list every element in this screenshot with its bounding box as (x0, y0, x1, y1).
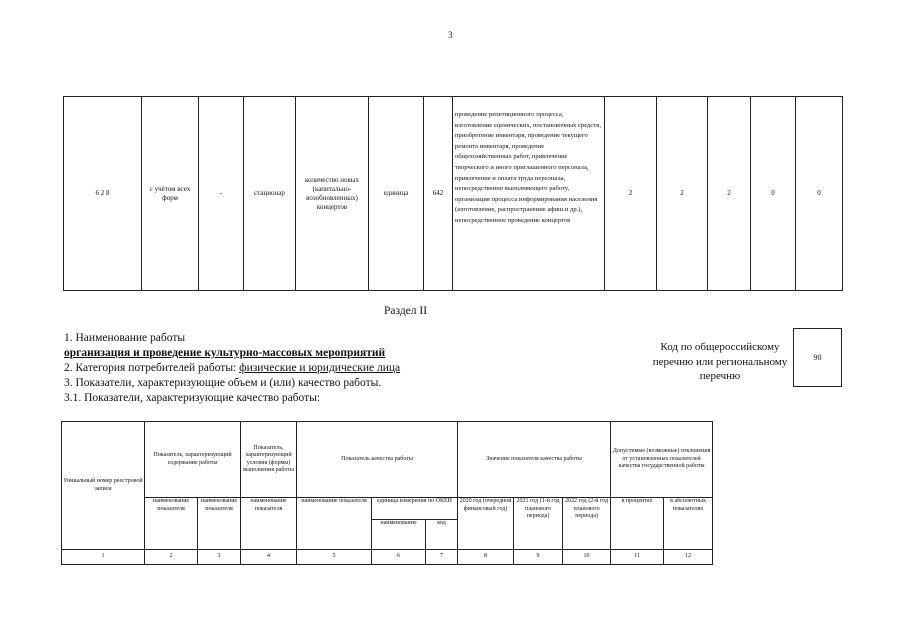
subheader-year-2021: 2021 год (1-й год планового периода) (514, 498, 563, 550)
column-number: 7 (426, 550, 458, 565)
quality-table (61, 421, 713, 565)
subheader-unit-name: наименование (372, 520, 426, 550)
subheader-unit: единица измерения по ОКЕИ (372, 498, 458, 520)
column-number: 10 (563, 550, 611, 565)
cell-content-indicator-2: - (199, 97, 244, 291)
work-name-value: организация и проведение культурно-массовых мероприятий (64, 347, 386, 359)
column-number: 4 (241, 550, 297, 565)
subheader-year-2022: 2022 год (2-й год планового периода) (563, 498, 611, 550)
table-row (64, 97, 843, 291)
consumer-category (64, 360, 400, 376)
column-number: 5 (297, 550, 372, 565)
code-label: Код по общероссийскому перечню или региональному перечню (652, 341, 788, 382)
header-unique-number: Уникальный номер реестровой записи (62, 422, 145, 550)
cell-value-2020: 2 (605, 97, 657, 291)
column-number: 11 (611, 550, 664, 565)
subheader-unit-code: код (426, 520, 458, 550)
table-number-row (62, 550, 713, 565)
column-number: 9 (514, 550, 563, 565)
subheader-name-2: наименование показателя (198, 498, 241, 550)
header-quality-value: Значение показателя качества работы (458, 422, 611, 498)
code-box: 90 (793, 328, 842, 387)
subheader-absolute: в абсолютных показателях (664, 498, 713, 550)
section-title: Раздел II (384, 305, 428, 317)
subheader-year-2020: 2020 год (очередной финансовый год) (458, 498, 514, 550)
cell-deviation-percent: 0 (751, 97, 796, 291)
cell-condition: стационар (244, 97, 296, 291)
column-number: 6 (372, 550, 426, 565)
header-content-indicator: Показатель, характеризующий содержание работы (145, 422, 241, 498)
cell-value-2022: 2 (708, 97, 751, 291)
cell-unit: единица (369, 97, 424, 291)
consumer-category-value: физические и юридические лица (239, 362, 401, 374)
subheader-percent: в процентах (611, 498, 664, 550)
cell-indicator-name: количество новых (капитально-возобновленных) концертов (296, 97, 369, 291)
cell-unit-code: 642 (424, 97, 453, 291)
top-indicator-table (63, 96, 843, 291)
page-number: 3 (448, 30, 453, 40)
cell-content-indicator: с учётом всех форм (142, 97, 199, 291)
column-number: 2 (145, 550, 198, 565)
column-number: 3 (198, 550, 241, 565)
cell-value-2021: 2 (657, 97, 708, 291)
header-deviation: Допустимые (возможные) отклонения от установленных показателей качества государственной работы (611, 422, 713, 498)
cell-work-description: проведение репетиционного процесса, изготовление сценических, постановочных средств, приобретение инвентаря, проведение текущего ремонта инвентаря, проведение общехозяйственных работ, привлечение творческого и иного приглашенного персонала, привлечение и оплата труда персонала, непосредственно выполняющего работу, организация процесса информирования населения (изготовление, распространение афиш и др.), непосредственное проведение концертов (453, 97, 605, 291)
column-number: 1 (62, 550, 145, 565)
consumer-category-label: 2. Категория потребителей работы: (64, 362, 240, 374)
indicators-heading: 3. Показатели, характеризующие объем и (или) качество работы. (64, 377, 382, 389)
quality-indicators-heading: 3.1. Показатели, характеризующие качество работы: (64, 392, 321, 404)
table-header-row (62, 498, 713, 520)
subheader-name-3: наименование показателя (241, 498, 297, 550)
work-name-label: 1. Наименование работы (64, 332, 186, 344)
header-quality-indicator: Показатель качества работы (297, 422, 458, 498)
column-number: 8 (458, 550, 514, 565)
cell-registry-number: 6 2 8 (64, 97, 142, 291)
header-condition-indicator: Показатель, характеризующий условия (формы) выполнения работы (241, 422, 297, 498)
subheader-name-1: наименование показателя (145, 498, 198, 550)
cell-deviation-absolute: 0 (796, 97, 843, 291)
column-number: 12 (664, 550, 713, 565)
table-header-row (62, 422, 713, 498)
subheader-quality-name: наименование показателя (297, 498, 372, 550)
